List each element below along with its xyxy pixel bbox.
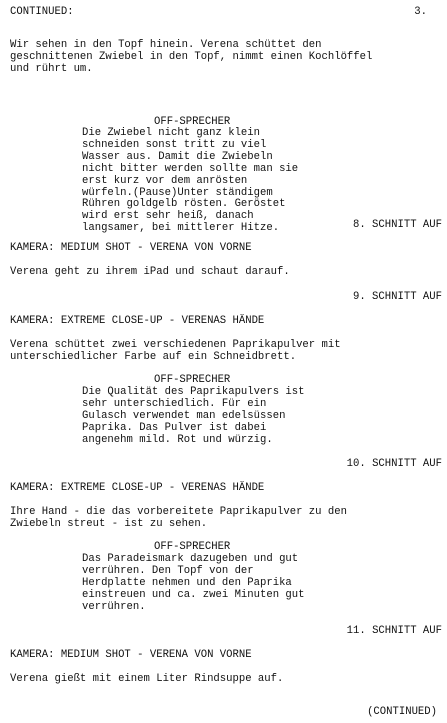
character-cue-3: OFF-SPRECHER bbox=[154, 541, 231, 553]
slugline-4: KAMERA: MEDIUM SHOT - VERENA VON VORNE bbox=[10, 649, 252, 661]
character-cue-2: OFF-SPRECHER bbox=[154, 374, 231, 386]
transition-1: 8. SCHNITT AUF bbox=[352, 219, 442, 231]
action-paragraph-5: Verena gießt mit einem Liter Rindsuppe auf. bbox=[10, 673, 284, 685]
dialogue-2: Die Qualität des Paprikapulvers ist sehr unterschiedlich. Für ein Gulasch verwendet man edelsüssen Paprika. Das Pulver ist dabei angenehm mild. Rot und würzig. bbox=[82, 386, 305, 446]
slugline-3: KAMERA: EXTREME CLOSE-UP - VERENAS HÄNDE bbox=[10, 482, 265, 494]
slugline-2: KAMERA: EXTREME CLOSE-UP - VERENAS HÄNDE bbox=[10, 315, 265, 327]
dialogue-1: Die Zwiebel nicht ganz klein schneiden sonst tritt zu viel Wasser aus. Damit die Zwiebeln nicht bitter werden sollte man sie erst kurz vor dem anrösten würfeln.(Pause)Unter ständigem Rühren goldgelb rösten. Geröstet wird erst sehr heiß, danach langsamer, bei mittlerer Hitze. bbox=[82, 127, 299, 235]
action-paragraph-4: Ihre Hand - die das vorbereitete Paprikapulver zu den Zwiebeln streut - ist zu sehen. bbox=[10, 506, 347, 530]
transition-2: 9. SCHNITT AUF bbox=[352, 291, 442, 303]
transition-4: 11. SCHNITT AUF bbox=[346, 625, 442, 637]
action-paragraph-2: Verena geht zu ihrem iPad und schaut darauf. bbox=[10, 266, 290, 278]
continued-header: CONTINUED: bbox=[10, 6, 74, 18]
transition-3: 10. SCHNITT AUF bbox=[346, 458, 442, 470]
dialogue-3: Das Paradeismark dazugeben und gut verrühren. Den Topf von der Herdplatte nehmen und den Paprika einstreuen und ca. zwei Minuten gut verrühren. bbox=[82, 553, 305, 613]
action-paragraph-1: Wir sehen in den Topf hinein. Verena schüttet den geschnittenen Zwiebel in den Topf, nimmt einen Kochlöffel und rührt um. bbox=[10, 39, 373, 75]
character-cue-1: OFF-SPRECHER bbox=[154, 116, 231, 128]
slugline-1: KAMERA: MEDIUM SHOT - VERENA VON VORNE bbox=[10, 242, 252, 254]
continued-footer: (CONTINUED) bbox=[367, 706, 437, 718]
action-paragraph-3: Verena schüttet zwei verschiedenen Paprikapulver mit unterschiedlicher Farbe auf ein Schneidbrett. bbox=[10, 339, 341, 363]
page-number: 3. bbox=[414, 6, 427, 18]
